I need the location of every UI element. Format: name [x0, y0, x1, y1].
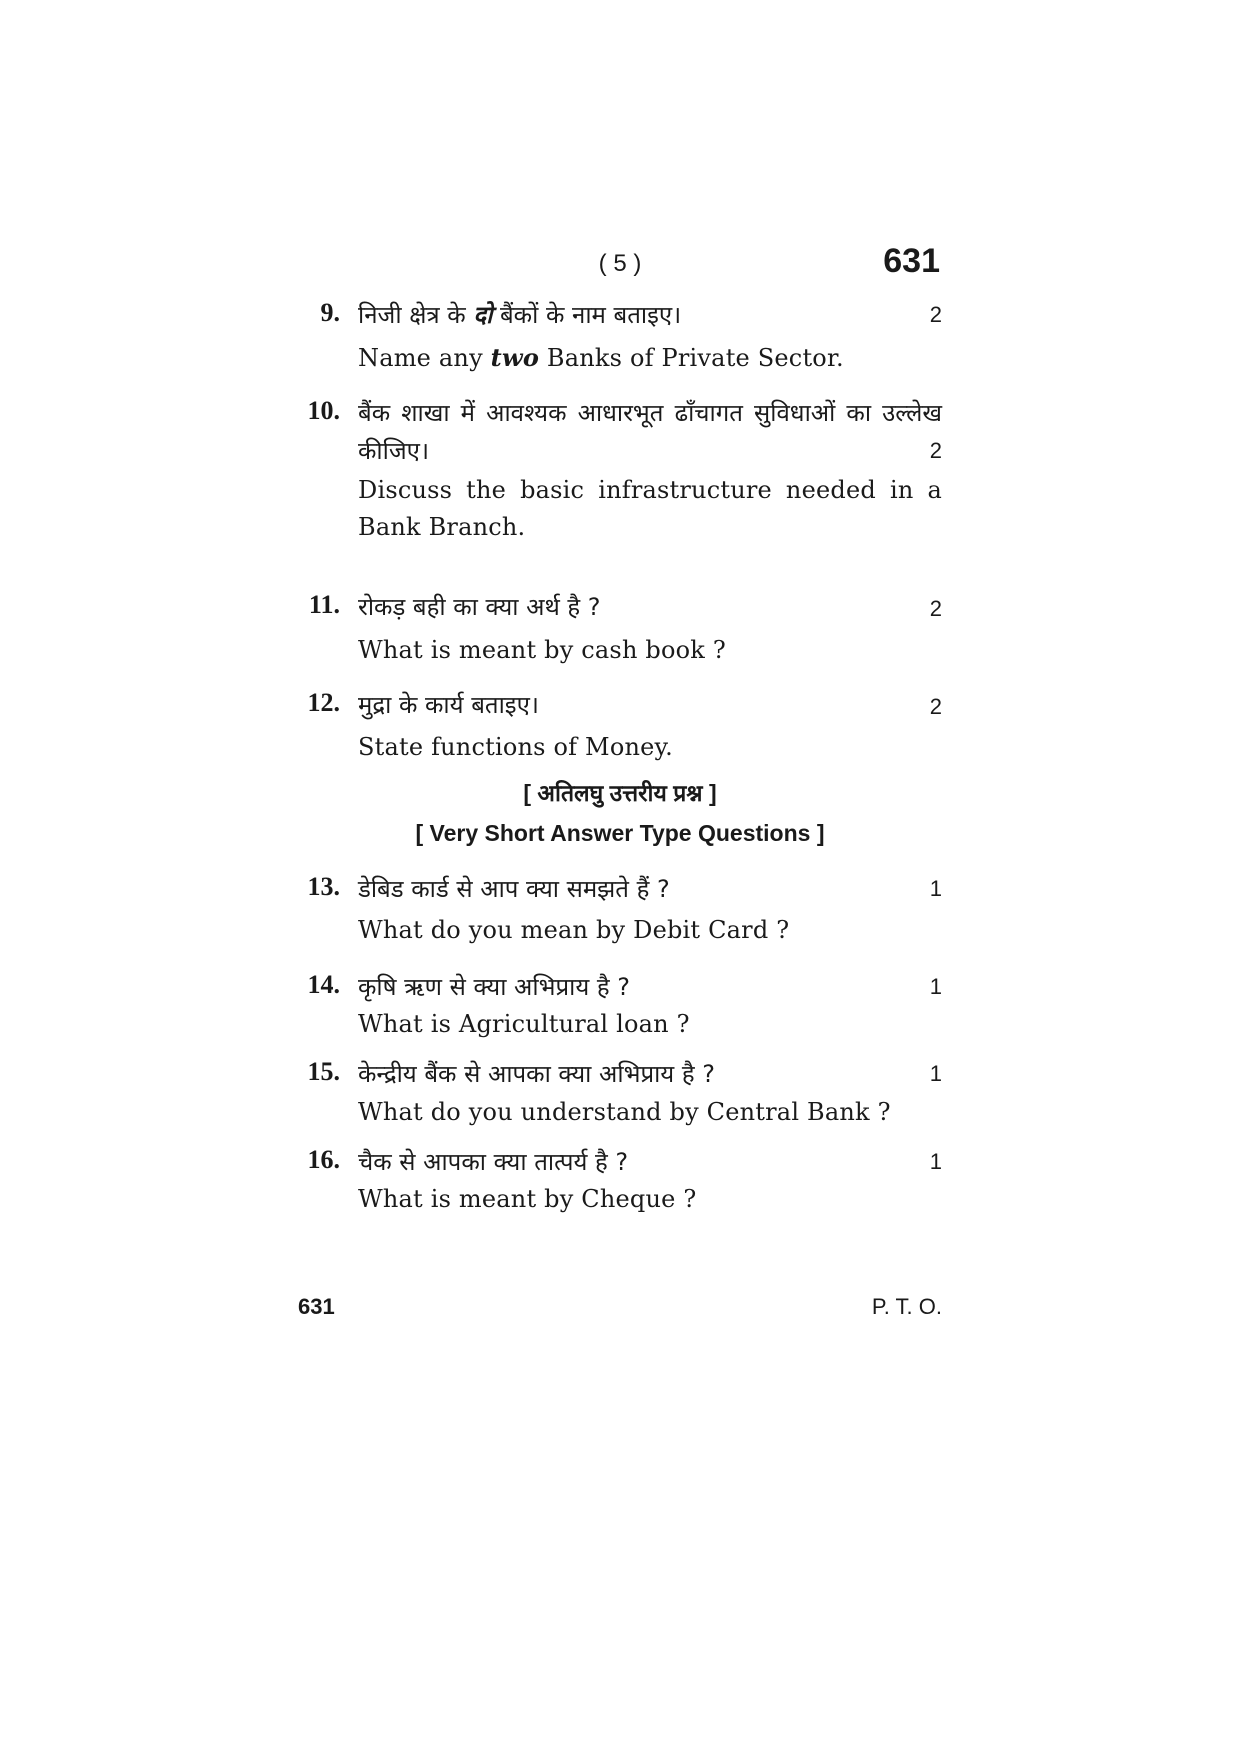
question-english-line-1: Discuss the basic infrastructure needed in a [358, 476, 942, 504]
question-english: What is meant by cash book ? [358, 636, 726, 664]
question-number: 11. [308, 590, 340, 619]
footer-paper-code: 631 [298, 1294, 335, 1319]
question-number: 14. [307, 970, 340, 999]
question-hindi: चैक से आपका क्या तात्पर्य है ? [358, 1148, 629, 1176]
page-number: ( 5 ) [598, 250, 642, 277]
question-hindi-line-1: बैंक शाखा में आवश्यक आधारभूत ढाँचागत सुविधाओं का उल्लेख [358, 399, 942, 427]
question-english: What is meant by Cheque ? [358, 1185, 697, 1213]
question-number: 16. [307, 1145, 340, 1174]
question-marks: 2 [929, 596, 942, 621]
question-marks: 2 [929, 438, 942, 463]
question-hindi: केन्द्रीय बैंक से आपका क्या अभिप्राय है ? [358, 1060, 715, 1088]
question-hindi: निजी क्षेत्र के दो बैंकों के नाम बताइए। [358, 301, 682, 329]
question-number: 10. [307, 396, 340, 425]
paper-code-header: 631 [883, 242, 940, 280]
question-marks: 2 [929, 302, 942, 327]
question-marks: 1 [929, 876, 942, 901]
question-english-line-2: Bank Branch. [358, 513, 526, 541]
emphasis-word: दो [473, 301, 493, 329]
question-marks: 1 [929, 1061, 942, 1086]
question-english: Name any two Banks of Private Sector. [358, 343, 844, 372]
question-english: What do you understand by Central Bank ? [358, 1098, 891, 1126]
question-marks: 1 [929, 974, 942, 999]
question-english: What do you mean by Debit Card ? [358, 916, 790, 944]
pto-label: P. T. O. [871, 1294, 942, 1319]
question-marks: 1 [929, 1149, 942, 1174]
question-hindi: डेबिड कार्ड से आप क्या समझते हैं ? [358, 875, 670, 903]
question-number: 15. [307, 1057, 340, 1086]
question-english: State functions of Money. [358, 733, 673, 761]
question-hindi: मुद्रा के कार्य बताइए। [358, 691, 539, 719]
question-hindi: कृषि ऋण से क्या अभिप्राय है ? [358, 973, 631, 1001]
question-number: 9. [320, 298, 340, 327]
question-hindi-line-2: कीजिए। [358, 437, 430, 465]
question-marks: 2 [929, 694, 942, 719]
question-number: 12. [307, 688, 340, 717]
question-number: 13. [307, 872, 340, 901]
question-hindi: रोकड़ बही का क्या अर्थ है ? [358, 593, 601, 621]
emphasis-word: two [490, 343, 540, 372]
section-heading-hindi: [ अतिलघु उत्तरीय प्रश्न ] [523, 780, 717, 806]
question-english: What is Agricultural loan ? [358, 1010, 690, 1038]
section-heading-english: [ Very Short Answer Type Questions ] [415, 820, 825, 846]
